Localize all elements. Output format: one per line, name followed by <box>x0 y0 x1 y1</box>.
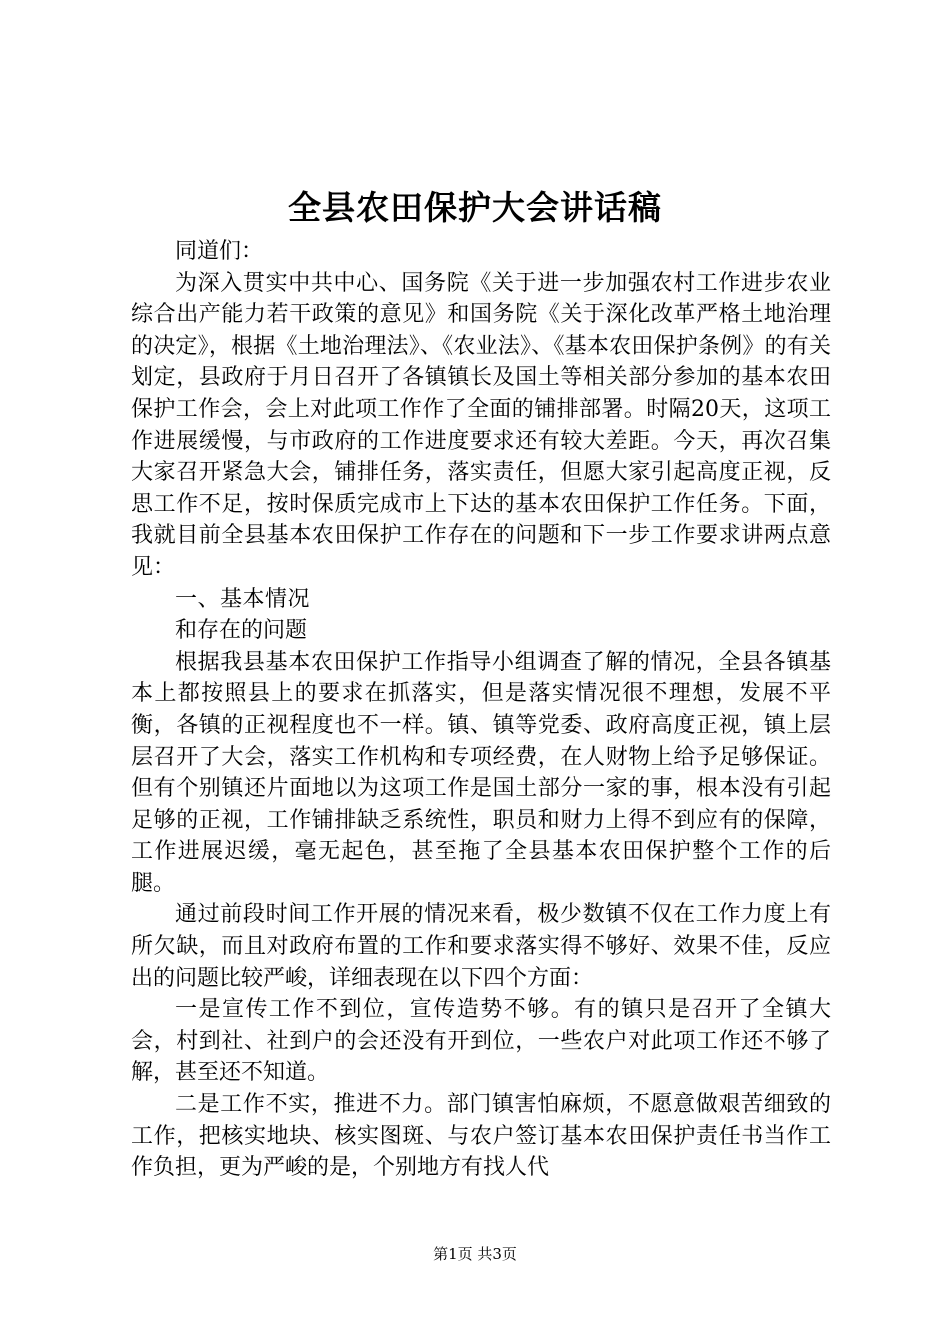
body-paragraph: 一是宣传工作不到位，宣传造势不够。有的镇只是召开了全镇大会，村到社、社到户的会还没有开到位，一些农户对此项工作还不够了解，甚至还不知道。 <box>131 997 831 1086</box>
body-paragraph: 通过前段时间工作开展的情况来看，极少数镇不仅在工作力度上有所欠缺，而且对政府布置的工作和要求落实得不够好、效果不佳，反应出的问题比较严峻，详细表现在以下四个方面： <box>131 902 831 991</box>
body-paragraph: 根据我县基本农田保护工作指导小组调查了解的情况，全县各镇基本上都按照县上的要求在抓落实，但是落实情况很不理想，发展不平衡，各镇的正视程度也不一样。镇、镇等党委、政府高度正视，镇上层层召开了大会，落实工作机构和专项经费，在人财物上给予足够保证。但有个别镇还片面地以为这项工作是国土部分一家的事，根本没有引起足够的正视，工作铺排缺乏系统性，职员和财力上得不到应有的保障，工作进展迟缓，毫无起色，甚至拖了全县基本农田保护整个工作的后腿。 <box>131 649 831 896</box>
document-body <box>131 236 831 1184</box>
document-title: 全县农田保护大会讲话稿 <box>288 188 662 227</box>
intro-paragraph: 为深入贯实中共中心、国务院《关于进一步加强农村工作进步农业综合出产能力若干政策的意见》和国务院《关于深化改革严格土地治理的决定》，根据《土地治理法》、《农业法》、《基本农田保护条例》的有关划定，县政府于月日召开了各镇镇长及国土等相关部分参加的基本农田保护工作会，会上对此项工作作了全面的铺排部署。时隔20天，这项工作进展缓慢，与市政府的工作进度要求还有较大差距。今天，再次召集大家召开紧急大会，铺排任务，落实责任，但愿大家引起高度正视，反思工作不足，按时保质完成市上下达的基本农田保护工作任务。下面，我就目前全县基本农田保护工作存在的问题和下一步工作要求讲两点意见： <box>131 270 831 580</box>
section-heading: 一、基本情况 <box>175 586 311 612</box>
page-footer: 第1页 共3页 <box>433 1245 517 1263</box>
section-subheading: 和存在的问题 <box>175 618 308 644</box>
salutation: 同道们： <box>175 239 264 264</box>
body-paragraph: 二是工作不实，推进不力。部门镇害怕麻烦，不愿意做艰苦细致的工作，把核实地块、核实图斑、与农户签订基本农田保护责任书当作工作负担，更为严峻的是，个别地方有找人代 <box>131 1092 831 1181</box>
